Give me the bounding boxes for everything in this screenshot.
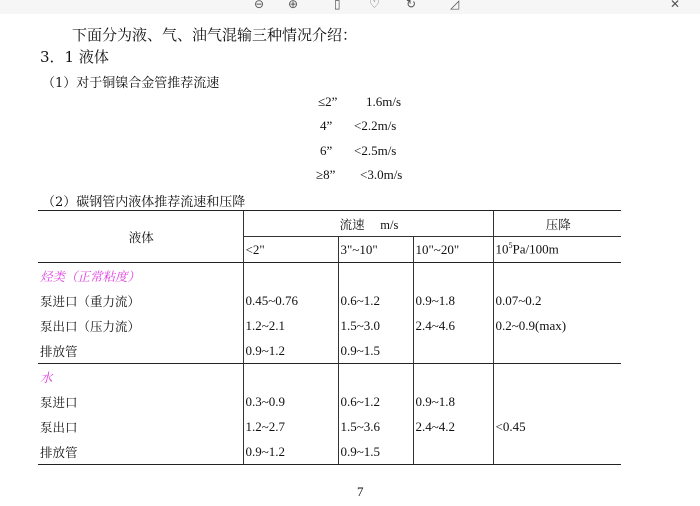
table-cell: 0.6~1.2 [338, 288, 413, 313]
copper-spec-speed: <2.5m/s [354, 143, 397, 158]
table-cell: 1.2~2.7 [243, 414, 338, 439]
copper-spec-speed: <3.0m/s [360, 167, 403, 182]
copper-spec-size: ≤2” [318, 94, 338, 109]
table-row [38, 313, 621, 338]
table-cell: 1.2~2.1 [243, 313, 338, 338]
table-cell: 0.2~0.9(max) [493, 313, 621, 338]
row-label: 排放管 [40, 344, 78, 359]
table-cell [413, 439, 493, 465]
flow-rate-table [38, 210, 621, 465]
copper-spec-size: 6” [320, 143, 333, 158]
row-label: 泵出口 [40, 420, 78, 435]
table-row [38, 389, 621, 414]
table-cell: 0.6~1.2 [338, 389, 413, 414]
copper-spec-speed: 1.6m/s [366, 94, 402, 109]
copper-spec-size: 4” [320, 118, 333, 133]
table-cell: 0.9~1.2 [243, 439, 338, 465]
header-flow-rate: 流速 m/s [243, 211, 493, 237]
section-title: 3．1 液体 [40, 48, 109, 66]
table-cell: 0.9~1.5 [338, 439, 413, 465]
table-cell: 1.5~3.6 [338, 414, 413, 439]
table-row [38, 338, 621, 364]
subsection-carbon-steel: （2）碳钢管内液体推荐流速和压降 [42, 195, 246, 210]
table-row [38, 414, 621, 439]
table-cell: 0.3~0.9 [243, 389, 338, 414]
close-icon[interactable]: ✕ [670, 0, 681, 11]
table-cell: <0.45 [493, 414, 621, 439]
table-cell: 0.9~1.8 [413, 389, 493, 414]
table-cell [493, 338, 621, 364]
category-label: 水 [38, 364, 243, 390]
row-label: 泵出口（压力流） [40, 319, 141, 334]
category-label: 烃类（正常粘度） [38, 263, 243, 289]
table-cell: 1.5~3.0 [338, 313, 413, 338]
rotate-icon[interactable]: ↻ [406, 0, 417, 11]
annotate-icon[interactable]: ◿ [450, 0, 460, 11]
header-size: 10"~20" [413, 237, 493, 263]
table-row [38, 288, 621, 313]
intro-text: 下面分为液、气、油气混输三种情况介绍： [72, 26, 358, 44]
page-icon[interactable]: ▯ [334, 0, 341, 11]
table-row [38, 439, 621, 465]
zoom-in-icon[interactable]: ⊕ [288, 0, 299, 11]
table-cell: 0.9~1.2 [243, 338, 338, 364]
header-pressure-drop: 压降 [493, 211, 621, 237]
row-label: 泵进口 [40, 395, 78, 410]
table-cell: 0.9~1.5 [338, 338, 413, 364]
copper-spec-speed: <2.2m/s [354, 118, 397, 133]
header-pressure-unit: $10^5Pa/100m$ [493, 237, 621, 263]
header-size: <2" [243, 237, 338, 263]
table-cell: 0.45~0.76 [243, 288, 338, 313]
header-liquid: 液体 [38, 211, 243, 263]
row-label: 排放管 [38, 439, 243, 465]
row-label: 泵进口（重力流） [40, 294, 141, 309]
table-cell: 0.07~0.2 [493, 288, 621, 313]
table-cell [493, 439, 621, 465]
table-cell: 2.4~4.6 [413, 313, 493, 338]
table-cell: 2.4~4.2 [413, 414, 493, 439]
header-size: 3"~10" [338, 237, 413, 263]
table-cell [493, 389, 621, 414]
table-cell [413, 338, 493, 364]
zoom-out-icon[interactable]: ⊖ [254, 0, 265, 11]
heart-icon[interactable]: ♡ [369, 0, 380, 11]
copper-spec-size: ≥8” [316, 167, 336, 182]
subsection-copper-nickel: （1）对于铜镍合金管推荐流速 [42, 76, 220, 91]
page-number: 7 [357, 484, 364, 499]
table-cell: 0.9~1.8 [413, 288, 493, 313]
